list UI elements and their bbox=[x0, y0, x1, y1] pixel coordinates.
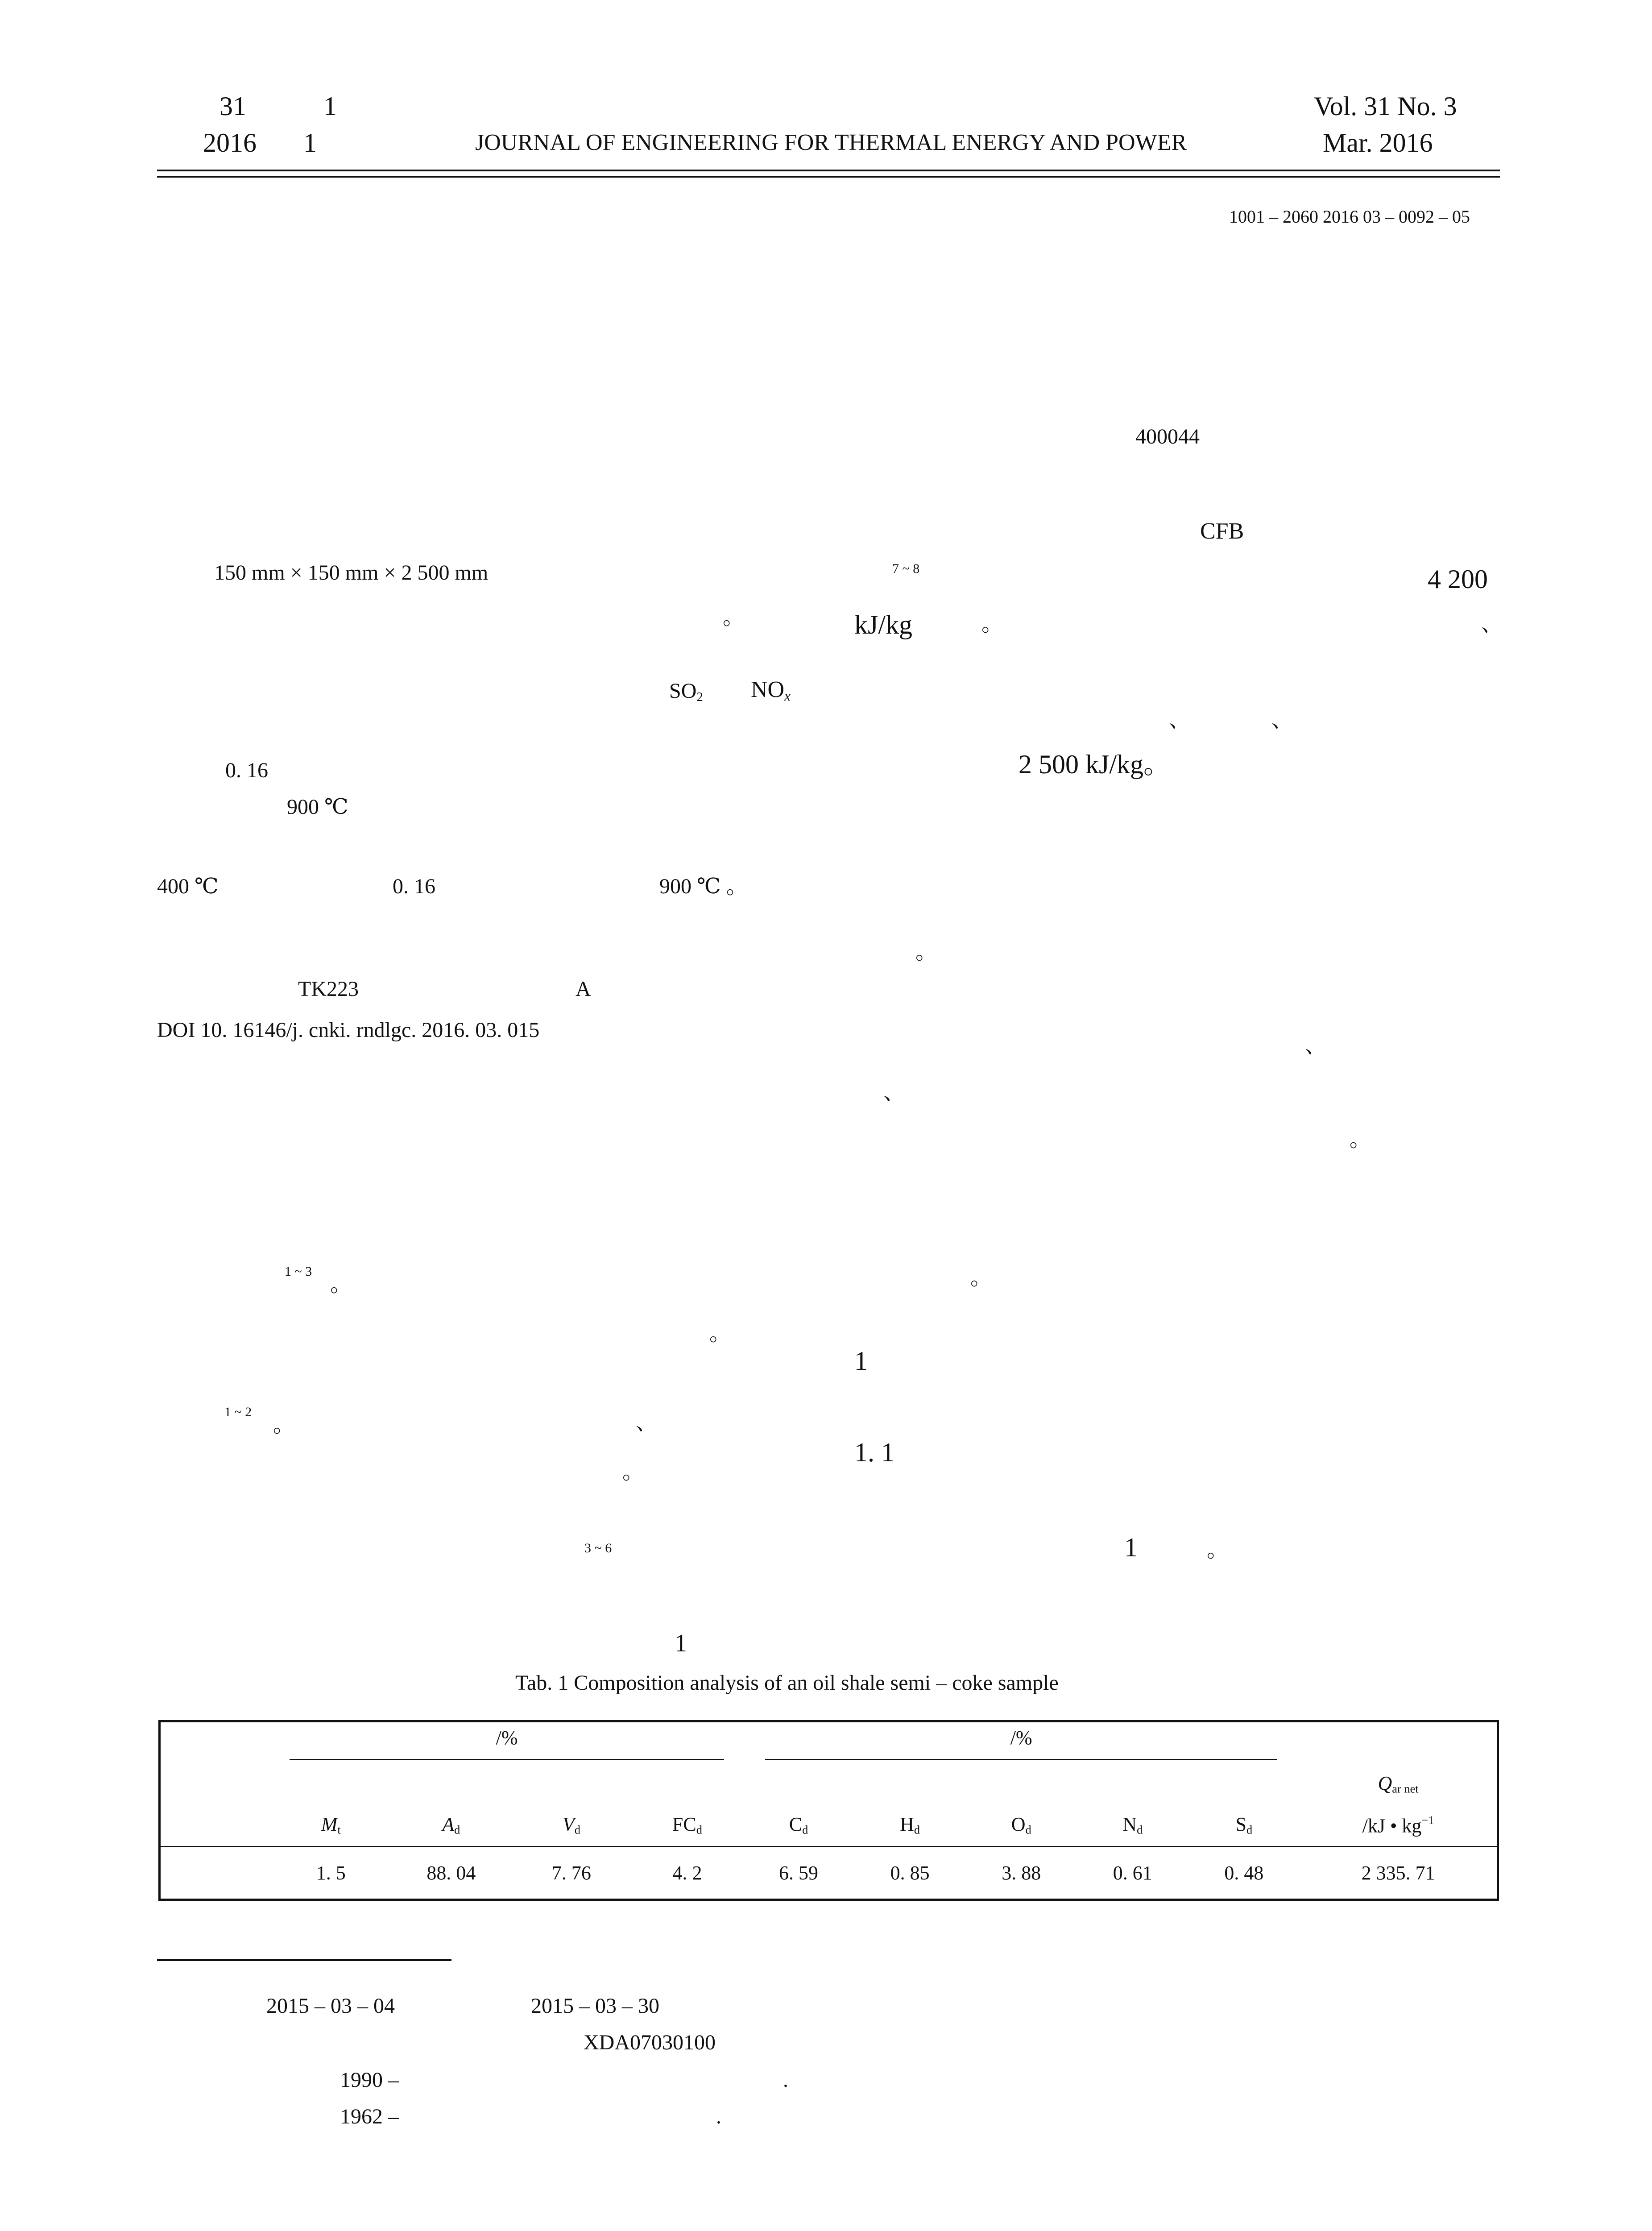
journal-title: JOURNAL OF ENGINEERING FOR THERMAL ENERGY AND POWER bbox=[475, 130, 1187, 155]
document-code: A bbox=[576, 977, 591, 1001]
table-cell: 1. 5 bbox=[271, 1847, 391, 1900]
header-month: 1 bbox=[303, 128, 317, 158]
intro-period-3: 。 bbox=[273, 1413, 295, 1437]
citation-1-2: 1 ~ 2 bbox=[224, 1405, 252, 1419]
right-period-3: 。 bbox=[1350, 1128, 1371, 1151]
intro-period-1: 。 bbox=[330, 1273, 352, 1296]
col-fcd: $FC_d$ bbox=[672, 1813, 702, 1837]
table-cell: 0. 61 bbox=[1077, 1847, 1188, 1900]
col-mt: $M_t$ bbox=[321, 1813, 341, 1837]
table-cell: 3. 88 bbox=[965, 1847, 1077, 1900]
header-rule-top bbox=[157, 170, 1500, 171]
author2-birth: 1962 – bbox=[340, 2105, 399, 2128]
heat-value-2500: 2 500 kJ/kg。 bbox=[1019, 750, 1171, 779]
col-sd: $S_d$ bbox=[1235, 1813, 1253, 1837]
enum-comma-3: 、 bbox=[1169, 708, 1191, 732]
specimen-dimensions: 150 mm × 150 mm × 2 500 mm bbox=[214, 561, 489, 585]
author1-dot: . bbox=[783, 2068, 788, 2092]
fund-number: XDA07030100 bbox=[584, 2031, 716, 2054]
header-volume: 31 bbox=[219, 91, 246, 121]
table-caption: Tab. 1 Composition analysis of an oil shale semi – coke sample bbox=[515, 1671, 1059, 1695]
right-period-4: 。 bbox=[970, 1266, 992, 1290]
col-vd: $V_d$ bbox=[562, 1813, 580, 1837]
intro-period-4: 。 bbox=[622, 1460, 644, 1484]
cfb-label: CFB bbox=[1200, 518, 1244, 544]
table-header-row bbox=[160, 1804, 1498, 1847]
temperature-900-b: 900 ℃ 。 bbox=[659, 875, 748, 898]
revised-date: 2015 – 03 – 30 bbox=[531, 1994, 659, 2018]
issue-date: Mar. 2016 bbox=[1323, 128, 1433, 158]
right-period-5: 。 bbox=[1207, 1538, 1229, 1562]
table-cell: 2 335. 71 bbox=[1300, 1847, 1498, 1900]
table-number: 1 bbox=[675, 1630, 687, 1657]
value-016: 0. 16 bbox=[225, 759, 268, 782]
citation-7-8: 7 ~ 8 bbox=[892, 561, 920, 576]
doi: DOI 10. 16146/j. cnki. rndlgc. 2016. 03. 015 bbox=[157, 1018, 540, 1042]
citation-1-3: 1 ~ 3 bbox=[285, 1264, 312, 1279]
postal-code: 400044 bbox=[1135, 425, 1200, 448]
header-year: 2016 bbox=[203, 128, 257, 158]
ultimate-group-header: /% bbox=[743, 1721, 1300, 1764]
right-period-1: 。 bbox=[981, 612, 1003, 636]
header-rule-bottom bbox=[157, 176, 1500, 178]
enum-comma-4: 、 bbox=[1271, 708, 1293, 732]
composition-table bbox=[158, 1720, 1499, 1901]
col-ad: $A_d$ bbox=[442, 1813, 460, 1837]
table-cell: 4. 2 bbox=[632, 1847, 743, 1900]
value-016-b: 0. 16 bbox=[393, 875, 435, 898]
table-cell: 88. 04 bbox=[391, 1847, 512, 1900]
temperature-900: 900 ℃ bbox=[287, 795, 348, 819]
temperature-400: 400 ℃ bbox=[157, 875, 219, 898]
article-code: 1001 – 2060 2016 03 – 0092 – 05 bbox=[1229, 207, 1470, 227]
proximate-group-header: /% bbox=[271, 1721, 743, 1764]
table-cell: 7. 76 bbox=[511, 1847, 632, 1900]
table-cell: 6. 59 bbox=[743, 1847, 854, 1900]
enum-comma-1: 、 bbox=[636, 1411, 658, 1435]
col-nd: $N_d$ bbox=[1122, 1813, 1143, 1837]
unit-kjkg: kJ/kg bbox=[854, 610, 913, 639]
table-cell: 0. 48 bbox=[1188, 1847, 1300, 1900]
intro-period-2: 。 bbox=[709, 1322, 731, 1345]
footnote-rule bbox=[157, 1959, 451, 1961]
col-hd: $H_d$ bbox=[900, 1813, 920, 1837]
enum-comma-5: 、 bbox=[1305, 1034, 1327, 1057]
heat-value-4200: 4 200 bbox=[1428, 564, 1488, 594]
enum-comma-2: 、 bbox=[1481, 612, 1503, 636]
right-period-2: 。 bbox=[915, 940, 937, 964]
col-qarnet-unit: /kJ • $kg^{-1}$ bbox=[1362, 1813, 1434, 1837]
author2-dot: . bbox=[716, 2105, 721, 2128]
received-date: 2015 – 03 – 04 bbox=[266, 1994, 395, 2018]
heating-value-header: $Q_{ar net}$ bbox=[1378, 1772, 1419, 1796]
subsection-number: 1. 1 bbox=[854, 1438, 894, 1467]
volume-number: Vol. 31 No. 3 bbox=[1314, 91, 1457, 121]
table-row bbox=[160, 1847, 1498, 1900]
col-cd: $C_d$ bbox=[789, 1813, 808, 1837]
enum-comma-6: 、 bbox=[883, 1081, 905, 1104]
col-od: $O_d$ bbox=[1011, 1813, 1031, 1837]
author1-birth: 1990 – bbox=[340, 2068, 399, 2092]
so2-label: $SO_2$ bbox=[669, 679, 703, 705]
table-reference: 1 bbox=[1124, 1533, 1138, 1562]
table-cell: 0. 85 bbox=[854, 1847, 966, 1900]
section-number: 1 bbox=[854, 1346, 868, 1376]
abstract-period: 。 bbox=[723, 605, 745, 629]
clc-number: TK223 bbox=[298, 977, 359, 1001]
header-issue: 1 bbox=[323, 91, 337, 121]
nox-label: $NO_x$ bbox=[751, 677, 791, 704]
citation-3-6: 3 ~ 6 bbox=[584, 1541, 612, 1555]
